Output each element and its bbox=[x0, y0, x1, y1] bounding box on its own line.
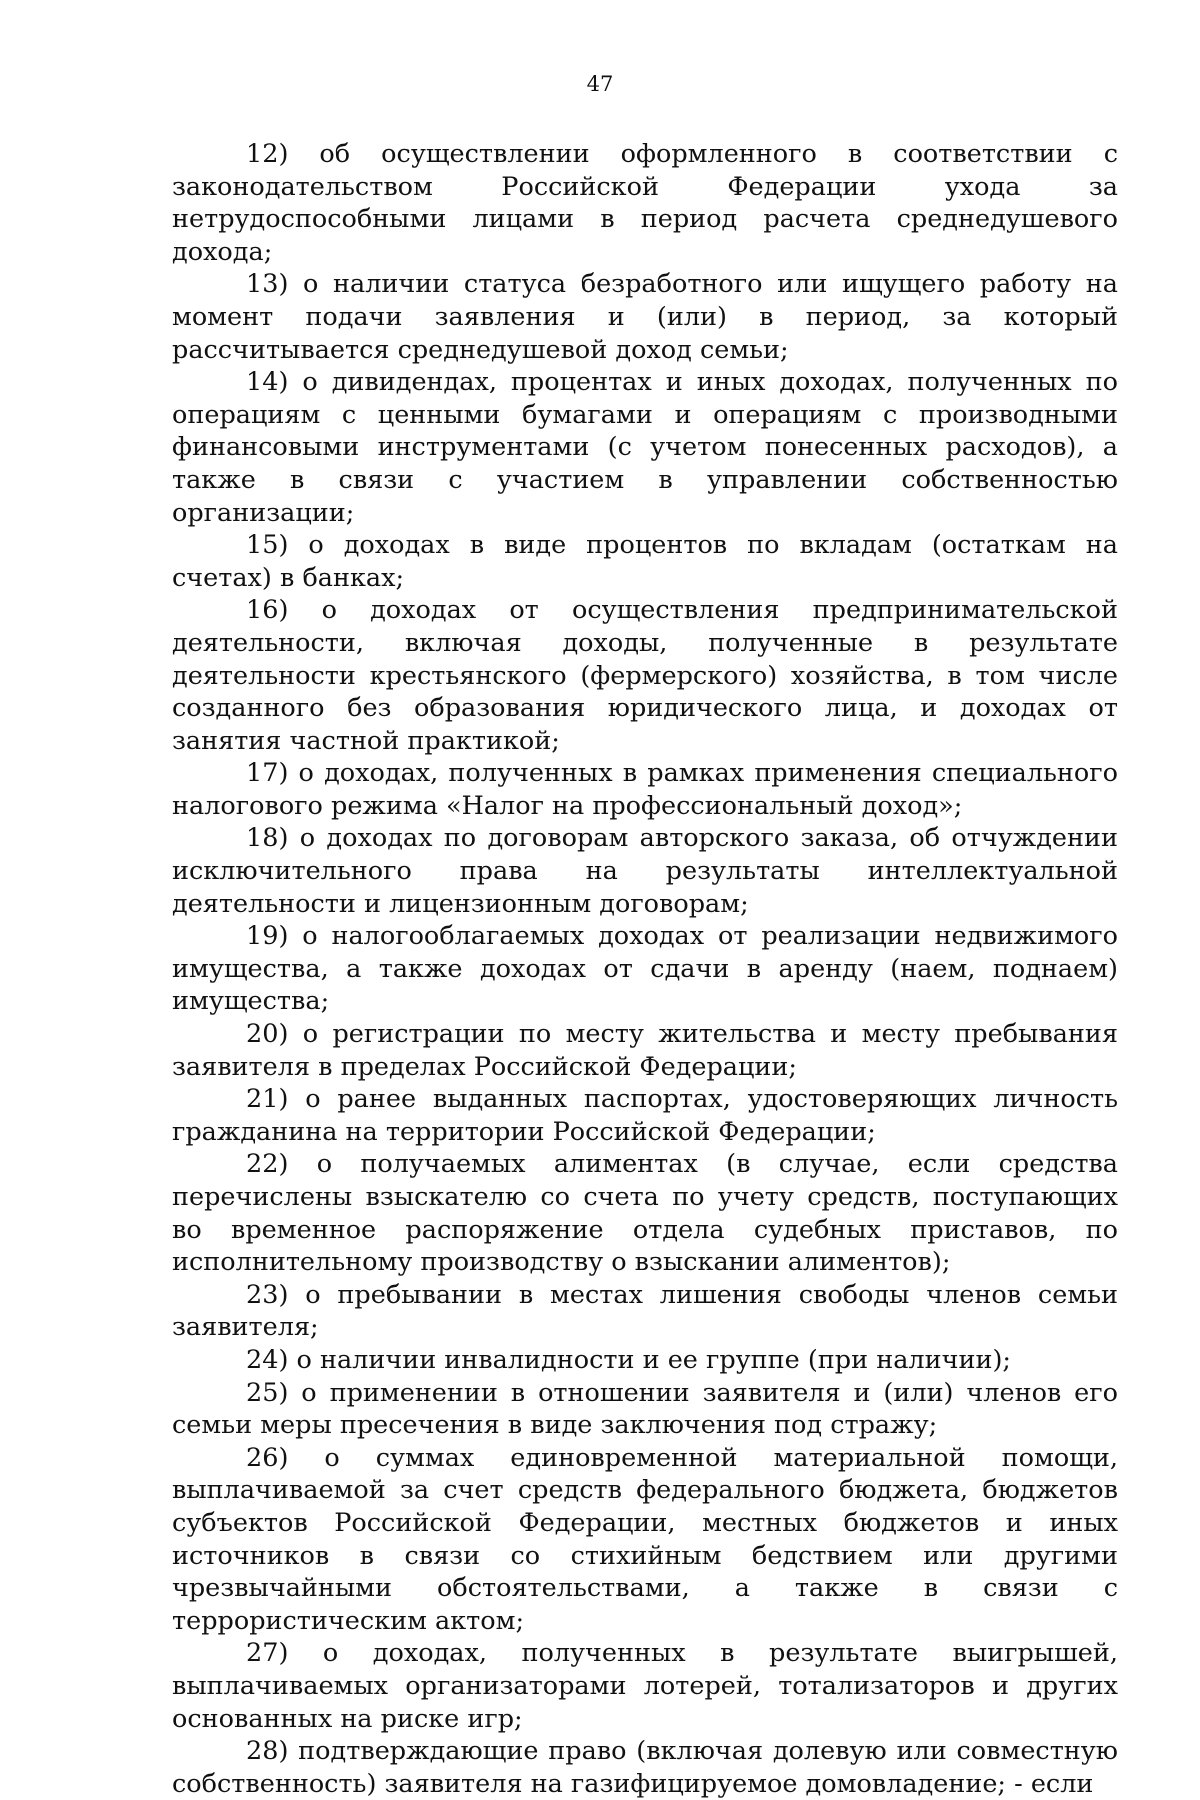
list-item-14: 14) о дивидендах, процентах и иных доходах, полученных по операциям с ценными бумагами и операциям с производными финансовыми инструментами (с учетом понесенных расходов), а также в связи с участием в управлении собственностью организации; bbox=[172, 367, 1118, 528]
list-item-23: 23) о пребывании в местах лишения свободы членов семьи заявителя; bbox=[172, 1279, 1118, 1343]
list-item-25: 25) о применении в отношении заявителя и (или) членов его семьи меры пресечения в виде заключения под стражу; bbox=[172, 1377, 1118, 1441]
list-item-28: 28) подтверждающие право (включая долевую или совместную собственность) заявителя на газифицируемое домовладение; - если bbox=[172, 1736, 1118, 1799]
list-item-16: 16) о доходах от осуществления предпринимательской деятельности, включая доходы, полученные в результате деятельности крестьянского (фермерского) хозяйства, в том числе созданного без образования юридического лица, и доходах от занятия частной практикой; bbox=[172, 595, 1118, 756]
list-item-15: 15) о доходах в виде процентов по вкладам (остаткам на счетах) в банках; bbox=[172, 530, 1118, 593]
list-item-27: 27) о доходах, полученных в результате выигрышей, выплачиваемых организаторами лотерей, тотализаторов и других основанных на риске игр; bbox=[172, 1638, 1118, 1734]
list-item-26: 26) о суммах единовременной материальной помощи, выплачиваемой за счет средств федерального бюджета, бюджетов субъектов Российской Федерации, местных бюджетов и иных источников в связи со стихийным бедствием или другими чрезвычайными обстоятельствами, а также в связи с террористическим актом; bbox=[172, 1442, 1118, 1636]
list-item-18: 18) о доходах по договорам авторского заказа, об отчуждении исключительного права на результаты интеллектуальной деятельности и лицензионным договорам; bbox=[172, 823, 1118, 919]
document-body bbox=[172, 138, 1118, 1800]
list-item-12: 12) об осуществлении оформленного в соответствии с законодательством Российской Федерации ухода за нетрудоспособными лицами в период расчета среднедушевого дохода; bbox=[172, 139, 1118, 267]
list-item-13: 13) о наличии статуса безработного или ищущего работу на момент подачи заявления и (или) в период, за который рассчитывается среднедушевой доход семьи; bbox=[172, 269, 1118, 365]
list-item-21: 21) о ранее выданных паспортах, удостоверяющих личность гражданина на территории Российской Федерации; bbox=[172, 1084, 1118, 1147]
page-number: 47 bbox=[586, 72, 614, 96]
list-item-24: 24) о наличии инвалидности и ее группе (при наличии); bbox=[246, 1344, 1012, 1375]
list-item-19: 19) о налогооблагаемых доходах от реализации недвижимого имущества, а также доходах от сдачи в аренду (наем, поднаем) имущества; bbox=[172, 921, 1118, 1017]
list-item-17: 17) о доходах, полученных в рамках применения специального налогового режима «Налог на профессиональный доход»; bbox=[172, 758, 1118, 821]
list-item-22: 22) о получаемых алиментах (в случае, если средства перечислены взыскателю со счета по учету средств, поступающих во временное распоряжение отдела судебных приставов, по исполнительному производству о взыскании алиментов); bbox=[172, 1149, 1118, 1278]
list-item-20: 20) о регистрации по месту жительства и месту пребывания заявителя в пределах Российской Федерации; bbox=[172, 1019, 1118, 1082]
